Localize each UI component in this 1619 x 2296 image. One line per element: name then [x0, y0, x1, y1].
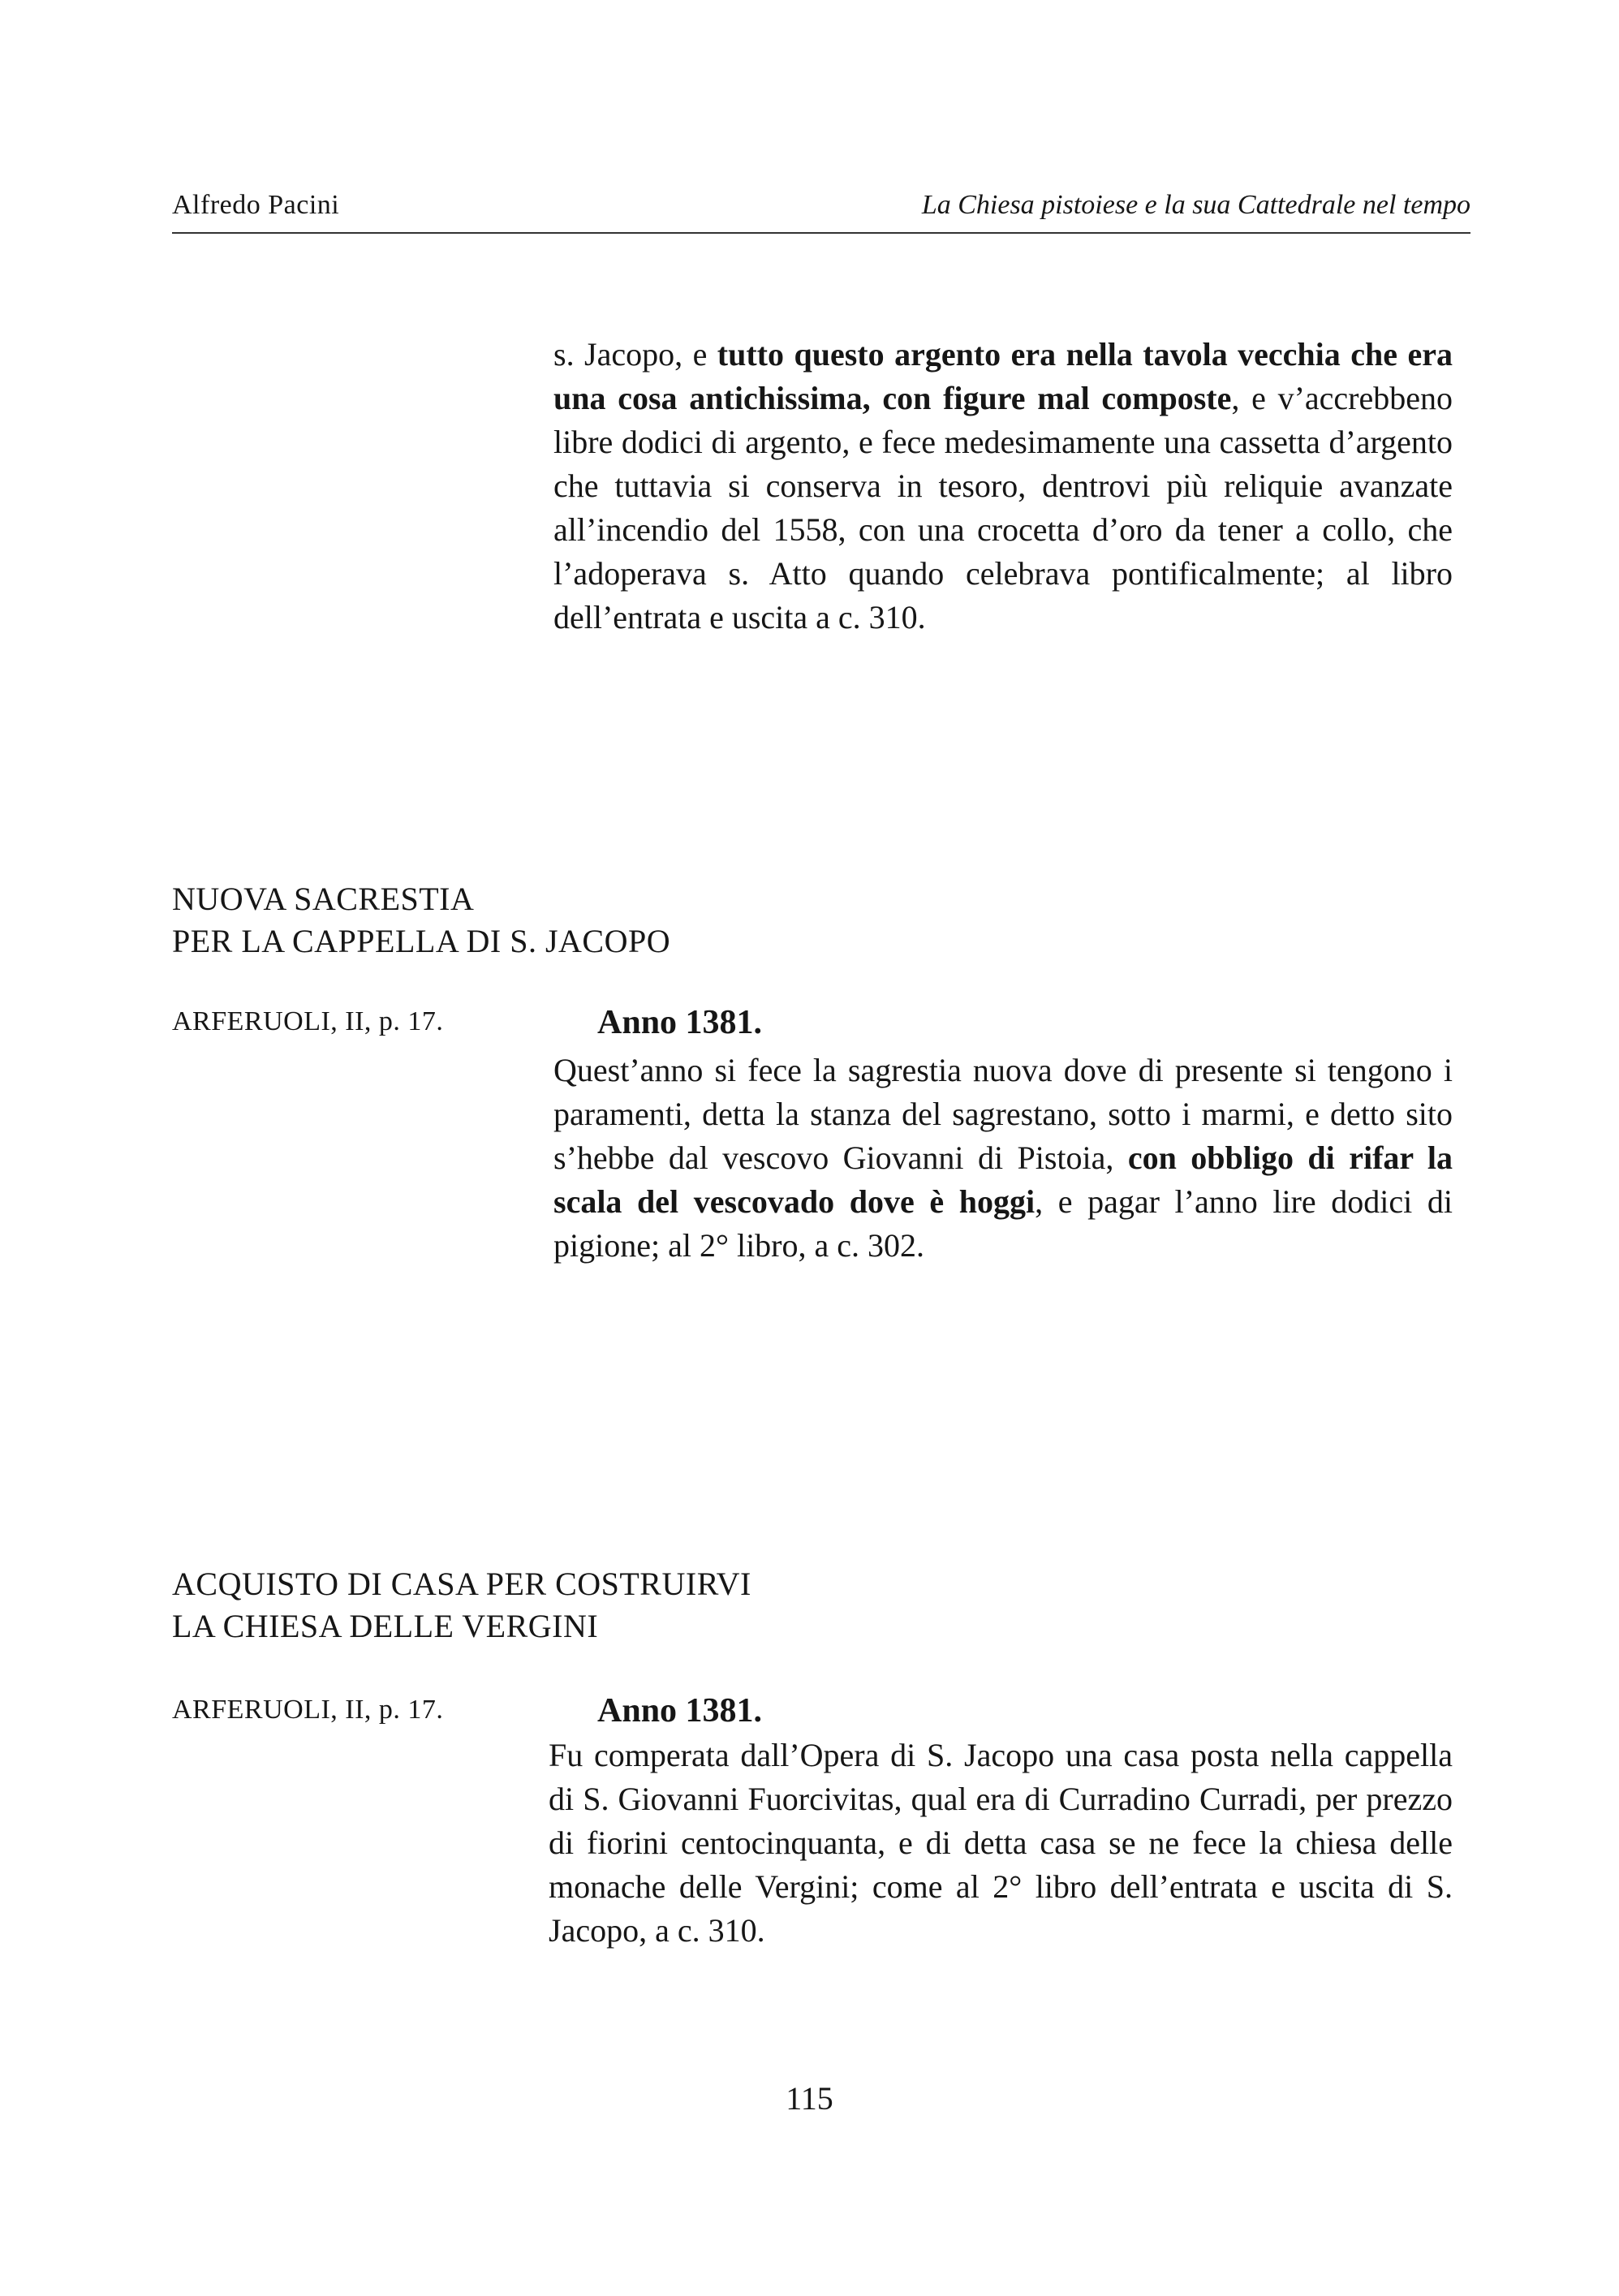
heading-line: LA CHIESA DELLE VERGINI [172, 1608, 599, 1644]
heading-line: ACQUISTO DI CASA PER COSTRUIRVI [172, 1566, 751, 1602]
entry-paragraph [549, 1734, 1453, 1953]
source-citation: ARFERUOLI, II, p. 17. [172, 1695, 444, 1725]
continuation-text-start: s. Jacopo, e [553, 336, 717, 373]
entry-text-end: , e pagar l’anno lire dodici di pigione; al 2° libro, a c. 302. [553, 1183, 1453, 1264]
running-header [172, 190, 1470, 234]
section-heading-nuova-sacrestia [172, 878, 670, 963]
header-book-title: La Chiesa pistoiese e la sua Cattedrale nel tempo [921, 190, 1470, 220]
heading-line: NUOVA SACRESTIA [172, 881, 475, 917]
page-number: 115 [786, 2080, 833, 2117]
header-author: Alfredo Pacini [172, 190, 340, 220]
entry-year: Anno 1381. [597, 1692, 763, 1730]
entry-year: Anno 1381. [597, 1004, 763, 1041]
continuation-text-bold: tutto questo argento era nella tavola vecchia che era una cosa antichissima, con figure mal composte [553, 336, 1453, 416]
entry-text: Fu comperata dall’Opera di S. Jacopo una casa posta nella cappella di S. Giovanni Fuorcivitas, qual era di Curradino Curradi, per prezzo di fiorini centocinquanta, e di detta casa se ne fece la chiesa delle monache delle Vergini; come al 2° libro dell’entrata e uscita di S. Jacopo, a c. 310. [549, 1737, 1453, 1949]
source-citation: ARFERUOLI, II, p. 17. [172, 1006, 444, 1036]
heading-line: PER LA CAPPELLA DI S. JACOPO [172, 923, 671, 959]
continuation-paragraph [553, 333, 1453, 640]
section-heading-acquisto-di-casa [172, 1563, 751, 1648]
continuation-text-end: , e v’accrebbeno libre dodici di argento, e fece medesimamente una cassetta d’argento che tuttavia si conserva in tesoro, dentrovi più reliquie avanzate all’incendio del 1558, con una crocetta d’oro da tener a collo, che l’adoperava s. Atto quando celebrava pontificalmente; al libro dell’entrata e uscita a c. 310. [553, 380, 1453, 635]
entry-text-start: Quest’anno si fece la sagrestia nuova dove di presente si tengono i paramenti, detta la stanza del sagrestano, sotto i marmi, e detto sito s’hebbe dal vescovo Giovanni di Pistoia, [553, 1052, 1453, 1176]
entry-paragraph [553, 1049, 1453, 1268]
entry-text-bold: con obbligo di rifar la scala del vescovado dove è hoggi [553, 1139, 1453, 1220]
